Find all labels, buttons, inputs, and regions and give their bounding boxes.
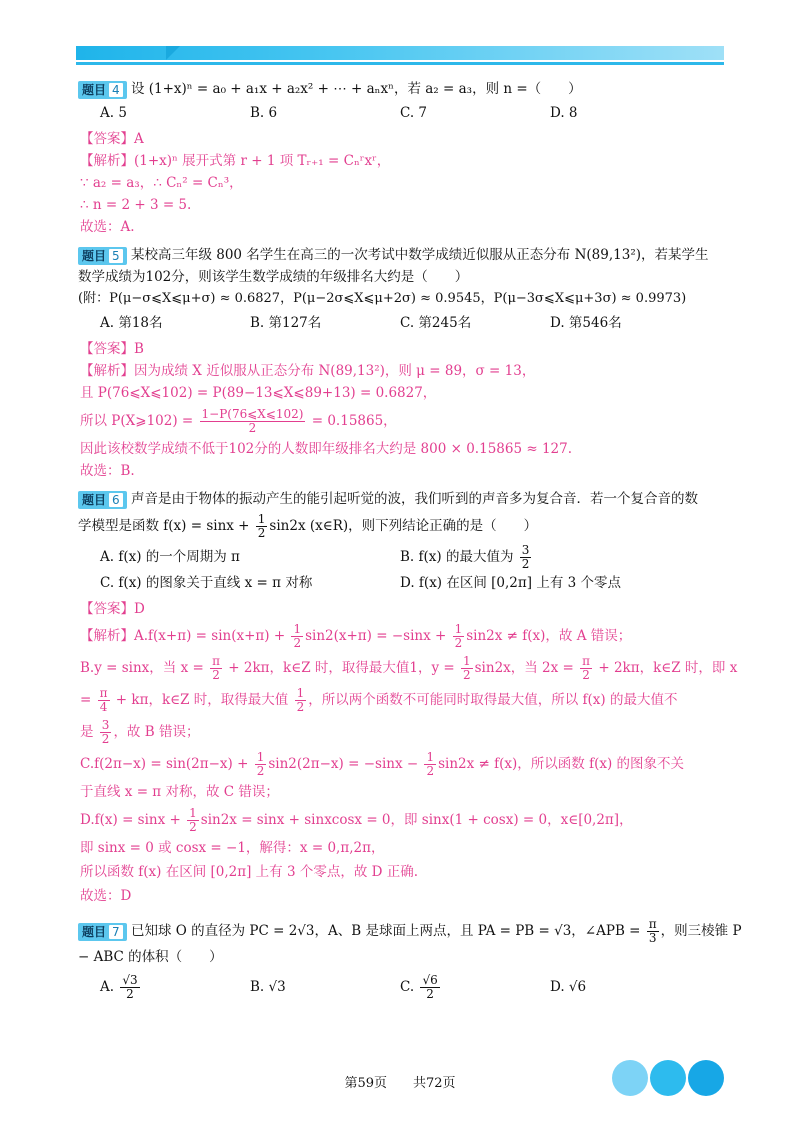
explanation-line: ∴ n = 2 + 3 = 5. xyxy=(80,197,192,213)
decor-circle-1 xyxy=(612,1060,648,1096)
explanation-line: 故选：D xyxy=(80,888,132,904)
option-d: D. √6 xyxy=(550,979,587,995)
answer: 【答案】B xyxy=(80,341,144,357)
answer: 【答案】D xyxy=(80,601,145,617)
question-stem: 设 (1+x)ⁿ = a₀ + a₁x + a₂x² + ⋯ + aₙxⁿ，若 a₂ = a₃，则 n =（ ） xyxy=(130,81,582,97)
question-number: 7 xyxy=(108,924,124,940)
option-c: C. f(x) 的图象关于直线 x = π 对称 xyxy=(100,575,313,591)
fraction: $\frac{1}{2}$ xyxy=(257,512,266,540)
question-stem: 某校高三年级 800 名学生在高三的一次考试中数学成绩近似服从正态分布 N(89,13²)，若某学生 xyxy=(130,247,709,263)
explanation-line: 是 $\frac{3}{2}$ ，故 B 错误； xyxy=(80,718,200,746)
question-number: 6 xyxy=(108,492,124,508)
option-d: D. f(x) 在区间 [0,2π] 上有 3 个零点 xyxy=(400,575,621,591)
options xyxy=(100,970,728,1004)
question-stem: 已知球 O 的直径为 PC = 2√3，A、B 是球面上两点，且 PA = PB = √3，∠APB = $\frac{\pi}{3}$ ，则三棱锥 P xyxy=(130,917,742,945)
page-footer: 第59页 共72页 xyxy=(344,1076,456,1091)
header-notch xyxy=(166,46,180,60)
option-c: C. 7 xyxy=(400,105,428,121)
option-b: B. 第127名 xyxy=(250,315,322,331)
question-stem: 声音是由于物体的振动产生的能引起听觉的波，我们听到的声音多为复合音．若一个复合音的数 xyxy=(130,491,698,507)
option-a: A. $\frac{√3}{2}$ xyxy=(100,973,138,1001)
answer: 【答案】A xyxy=(80,131,144,147)
question-4 xyxy=(78,78,728,238)
question-number: 4 xyxy=(108,82,124,98)
decor-circle-3 xyxy=(688,1060,724,1096)
explanation-line: = $\frac{\pi}{4}$ + kπ，k∈Z 时，取得最大值 $\frac{1}{2}$ ，所以两个函数不可能同时取得最大值，所以 f(x) 的最大值不 xyxy=(80,686,678,714)
option-a: A. 第18名 xyxy=(100,315,163,331)
options xyxy=(100,544,728,596)
question-appendix: (附：P(μ−σ⩽X⩽μ+σ) ≈ 0.6827，P(μ−2σ⩽X⩽μ+2σ) ≈ 0.9545，P(μ−3σ⩽X⩽μ+3σ) ≈ 0.9973) xyxy=(78,291,687,306)
page-content xyxy=(78,78,742,1010)
header-line xyxy=(76,62,724,65)
explanation-line: 故选：A. xyxy=(80,219,135,235)
option-c: C. $\frac{√6}{2}$ xyxy=(400,973,438,1001)
question-stem-line: 学模型是函数 f(x) = sinx + $\frac{1}{2}$ sin2x (x∈R)，则下列结论正确的是（ ） xyxy=(78,512,538,540)
explanation xyxy=(80,150,728,238)
explanation-line: ∵ a₂ = a₃，∴ Cₙ² = Cₙ³， xyxy=(80,175,243,191)
explanation-line: B.y = sinx，当 x = $\frac{\pi}{2}$ + 2kπ，k∈Z 时，取得最大值1，y = $\frac{1}{2}$ sin2x，当 2x = $\frac{\pi}{2}$ + 2kπ，k∈Z 时，即 x xyxy=(80,654,738,682)
question-tag: 题目 7 xyxy=(78,923,127,941)
question-6 xyxy=(78,488,738,908)
question-stem-line: 数学成绩为102分，则该学生数学成绩的年级排名大约是（ ） xyxy=(78,269,469,285)
explanation-line: 即 sinx = 0 或 cosx = −1，解得：x = 0,π,2π， xyxy=(80,840,385,856)
option-d: D. 8 xyxy=(550,105,578,121)
question-5 xyxy=(78,244,728,482)
fraction: $\frac{1-P(76⩽X⩽102)}{2}$ xyxy=(201,407,304,435)
option-a: A. f(x) 的一个周期为 π xyxy=(100,549,240,565)
explanation-line: C.f(2π−x) = sin(2π−x) + $\frac{1}{2}$ sin2(2π−x) = −sinx − $\frac{1}{2}$ sin2x ≠ f(x)，所以函数 f(x) 的图象不关 xyxy=(80,750,685,778)
explanation-line: 所以 P(X⩾102) = $\frac{1-P(76⩽X⩽102)}{2}$ = 0.15865， xyxy=(80,407,397,435)
explanation xyxy=(80,620,738,908)
question-tag: 题目 6 xyxy=(78,491,127,509)
explanation-line: 因此该校数学成绩不低于102分的人数即年级排名大约是 800 × 0.15865 ≈ 127. xyxy=(80,441,572,457)
decor-circle-2 xyxy=(650,1060,686,1096)
option-a: A. 5 xyxy=(100,105,127,121)
explanation xyxy=(80,360,728,482)
option-d: D. 第546名 xyxy=(550,315,622,331)
options xyxy=(100,312,728,334)
explanation-line: 【解析】(1+x)ⁿ 展开式第 r + 1 项 Tᵣ₊₁ = Cₙʳxʳ， xyxy=(80,153,391,169)
question-number: 5 xyxy=(108,248,124,264)
question-stem-line: − ABC 的体积（ ） xyxy=(78,949,223,965)
options xyxy=(100,102,728,124)
explanation-line: 于直线 x = π 对称，故 C 错误； xyxy=(80,784,279,800)
option-c: C. 第245名 xyxy=(400,315,472,331)
explanation-line: 【解析】A.f(x+π) = sin(x+π) + $\frac{1}{2}$ sin2(x+π) = −sinx + $\frac{1}{2}$ sin2x ≠ f(x)，故 A 错误； xyxy=(80,622,632,650)
question-tag: 题目 5 xyxy=(78,247,127,265)
option-b: B. 6 xyxy=(250,105,278,121)
header-bar xyxy=(76,46,724,66)
explanation-line: 所以函数 f(x) 在区间 [0,2π] 上有 3 个零点，故 D 正确. xyxy=(80,864,419,880)
explanation-line: D.f(x) = sinx + $\frac{1}{2}$ sin2x = sinx + sinxcosx = 0，即 sinx(1 + cosx) = 0，x∈[0,2π]， xyxy=(80,806,633,834)
option-b: B. √3 xyxy=(250,979,286,995)
option-b: B. f(x) 的最大值为 $\frac{3}{2}$ xyxy=(400,543,530,571)
explanation-line: 故选：B. xyxy=(80,463,135,479)
question-tag: 题目 4 xyxy=(78,81,127,99)
explanation-line: 且 P(76⩽X⩽102) = P(89−13⩽X⩽89+13) = 0.6827， xyxy=(80,385,437,401)
question-7 xyxy=(78,916,742,1004)
explanation-line: 【解析】因为成绩 X 近似服从正态分布 N(89,13²)，则 μ = 89，σ = 13， xyxy=(80,363,536,379)
